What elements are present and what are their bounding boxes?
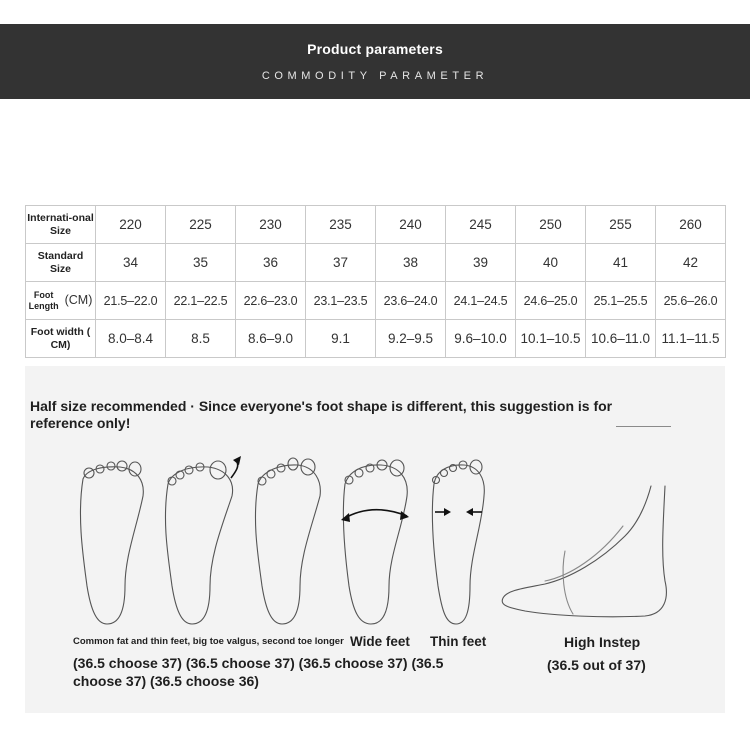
table-cell: 37 bbox=[306, 244, 376, 282]
table-cell: 24.6–25.0 bbox=[516, 282, 586, 320]
foot-length-unit: (CM) bbox=[64, 293, 93, 307]
table-cell: 8.5 bbox=[166, 320, 236, 358]
thin-feet-caption: Thin feet bbox=[430, 634, 487, 649]
table-cell: 35 bbox=[166, 244, 236, 282]
foot-length-label: Foot Length bbox=[28, 289, 59, 311]
table-cell: 34 bbox=[96, 244, 166, 282]
fit-note: Half size recommended · Since everyone's foot shape is different, this suggestion is for reference only! bbox=[30, 398, 613, 431]
table-cell: 10.6–11.0 bbox=[586, 320, 656, 358]
table-cell: 38 bbox=[376, 244, 446, 282]
table-row-foot-length bbox=[26, 282, 726, 320]
table-row-international-size bbox=[26, 206, 726, 244]
table-cell: 8.6–9.0 bbox=[236, 320, 306, 358]
table-cell: 235 bbox=[306, 206, 376, 244]
table-cell: 21.5–22.0 bbox=[96, 282, 166, 320]
common-feet-caption: Common fat and thin feet, big toe valgus, second toe longer bbox=[73, 636, 344, 647]
table-cell: 36 bbox=[236, 244, 306, 282]
foot-outline-wide-icon bbox=[343, 460, 407, 624]
high-instep-caption: High Instep bbox=[564, 634, 641, 650]
foot-outline-second-toe-longer-icon bbox=[255, 458, 320, 624]
row-header-foot-length bbox=[26, 282, 96, 320]
table-cell: 25.1–25.5 bbox=[586, 282, 656, 320]
table-cell: 245 bbox=[446, 206, 516, 244]
row-header-international-size: Internati-onal Size bbox=[26, 206, 96, 244]
table-cell: 230 bbox=[236, 206, 306, 244]
table-cell: 255 bbox=[586, 206, 656, 244]
table-cell: 240 bbox=[376, 206, 446, 244]
table-cell: 23.6–24.0 bbox=[376, 282, 446, 320]
table-cell: 41 bbox=[586, 244, 656, 282]
table-cell: 9.2–9.5 bbox=[376, 320, 446, 358]
wide-arrow-icon bbox=[343, 510, 407, 519]
row-header-foot-width: Foot width ( CM) bbox=[26, 320, 96, 358]
foot-outline-normal-icon bbox=[80, 461, 143, 624]
table-cell: 260 bbox=[656, 206, 726, 244]
valgus-arrow-icon bbox=[231, 462, 238, 478]
table-cell: 24.1–24.5 bbox=[446, 282, 516, 320]
foot-side-high-instep-icon bbox=[502, 486, 666, 617]
table-cell: 11.1–11.5 bbox=[656, 320, 726, 358]
table-cell: 225 bbox=[166, 206, 236, 244]
fit-guide-panel bbox=[25, 366, 725, 713]
table-cell: 22.6–23.0 bbox=[236, 282, 306, 320]
row-header-standard-size: Standard Size bbox=[26, 244, 96, 282]
page-subtitle: COMMODITY PARAMETER bbox=[261, 70, 489, 82]
table-row-standard-size bbox=[26, 244, 726, 282]
page-title: Product parameters bbox=[307, 41, 443, 57]
table-cell: 40 bbox=[516, 244, 586, 282]
table-cell: 250 bbox=[516, 206, 586, 244]
table-cell: 220 bbox=[96, 206, 166, 244]
size-table bbox=[25, 205, 726, 358]
table-cell: 39 bbox=[446, 244, 516, 282]
table-cell: 23.1–23.5 bbox=[306, 282, 376, 320]
table-cell: 22.1–22.5 bbox=[166, 282, 236, 320]
size-choice-text: (36.5 choose 37) (36.5 choose 37) (36.5 choose 37) (36.5 choose 37) (36.5 choose 36) bbox=[73, 655, 444, 689]
high-instep-choice-text: (36.5 out of 37) bbox=[547, 657, 646, 673]
wide-feet-caption: Wide feet bbox=[350, 634, 410, 649]
table-cell: 9.6–10.0 bbox=[446, 320, 516, 358]
table-cell: 10.1–10.5 bbox=[516, 320, 586, 358]
header-banner bbox=[0, 24, 750, 99]
table-cell: 9.1 bbox=[306, 320, 376, 358]
table-cell: 42 bbox=[656, 244, 726, 282]
foot-outline-big-toe-valgus-icon bbox=[165, 461, 232, 624]
table-cell: 8.0–8.4 bbox=[96, 320, 166, 358]
table-cell: 25.6–26.0 bbox=[656, 282, 726, 320]
table-row-foot-width bbox=[26, 320, 726, 358]
foot-outline-thin-icon bbox=[432, 460, 484, 624]
